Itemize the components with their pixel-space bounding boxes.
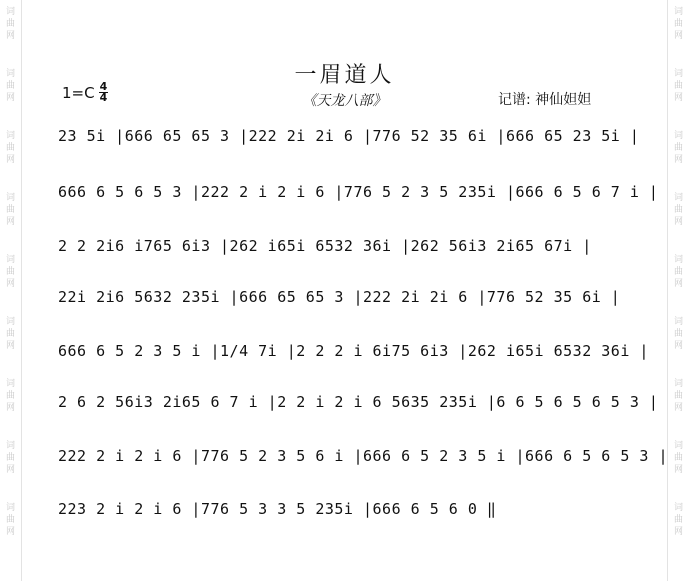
time-signature-top: 4 <box>99 80 108 93</box>
watermark-group: 词 曲 网 <box>5 317 15 351</box>
key-signature: 1=C <box>62 83 95 102</box>
key-and-time-signature <box>62 82 108 103</box>
watermark-group: 词 曲 网 <box>5 441 15 475</box>
watermark-group: 词 曲 网 <box>673 193 683 227</box>
score-row: 223 2 i 2 i 6 |776 5 3 3 5 235i |666 6 5 6 0 ‖ <box>58 500 497 518</box>
score-row: 2 2 2i6 i765 6i3 |262 i65i 6532 36i |262 56i3 2i65 67i | <box>58 237 592 255</box>
score-row: 2 6 2 56i3 2i65 6 7 i |2 2 i 2 i 6 5635 235i |6 6 5 6 5 6 5 3 | <box>58 393 659 411</box>
score-row: 666 6 5 2 3 5 i |1/4 7i |2 2 2 i 6i75 6i3 |262 i65i 6532 36i | <box>58 342 649 360</box>
notation-credit: 记谱: 神仙妲妲 <box>498 92 592 108</box>
watermark-group: 词 曲 网 <box>673 317 683 351</box>
watermark-group: 词 曲 网 <box>673 379 683 413</box>
watermark-group: 词 曲 网 <box>5 69 15 103</box>
song-title: 一眉道人 <box>294 63 395 88</box>
song-subtitle: 《天龙八部》 <box>302 93 387 109</box>
watermark-group: 词 曲 网 <box>5 193 15 227</box>
watermark-group: 词 曲 网 <box>673 441 683 475</box>
watermark-group: 词 曲 网 <box>673 131 683 165</box>
watermark-group: 词 曲 网 <box>673 255 683 289</box>
score-row: 23 5i |666 65 65 3 |222 2i 2i 6 |776 52 35 6i |666 65 23 5i | <box>58 127 640 145</box>
score-row: 222 2 i 2 i 6 |776 5 2 3 5 6 i |666 6 5 2 3 5 i |666 6 5 6 5 3 | <box>58 447 668 465</box>
watermark-group: 词 曲 网 <box>673 7 683 41</box>
time-signature-bottom: 4 <box>99 91 108 104</box>
watermark-group: 词 曲 网 <box>5 7 15 41</box>
watermark-group: 词 曲 网 <box>5 379 15 413</box>
score-row: 666 6 5 6 5 3 |222 2 i 2 i 6 |776 5 2 3 5 235i |666 6 5 6 7 i | <box>58 183 659 201</box>
watermark-group: 词 曲 网 <box>5 255 15 289</box>
time-signature <box>99 82 109 103</box>
watermark-group: 词 曲 网 <box>673 69 683 103</box>
watermark-group: 词 曲 网 <box>5 131 15 165</box>
watermark-group: 词 曲 网 <box>5 503 15 537</box>
score-row: 22i 2i6 5632 235i |666 65 65 3 |222 2i 2i 6 |776 52 35 6i | <box>58 288 621 306</box>
watermark-group: 词 曲 网 <box>673 503 683 537</box>
